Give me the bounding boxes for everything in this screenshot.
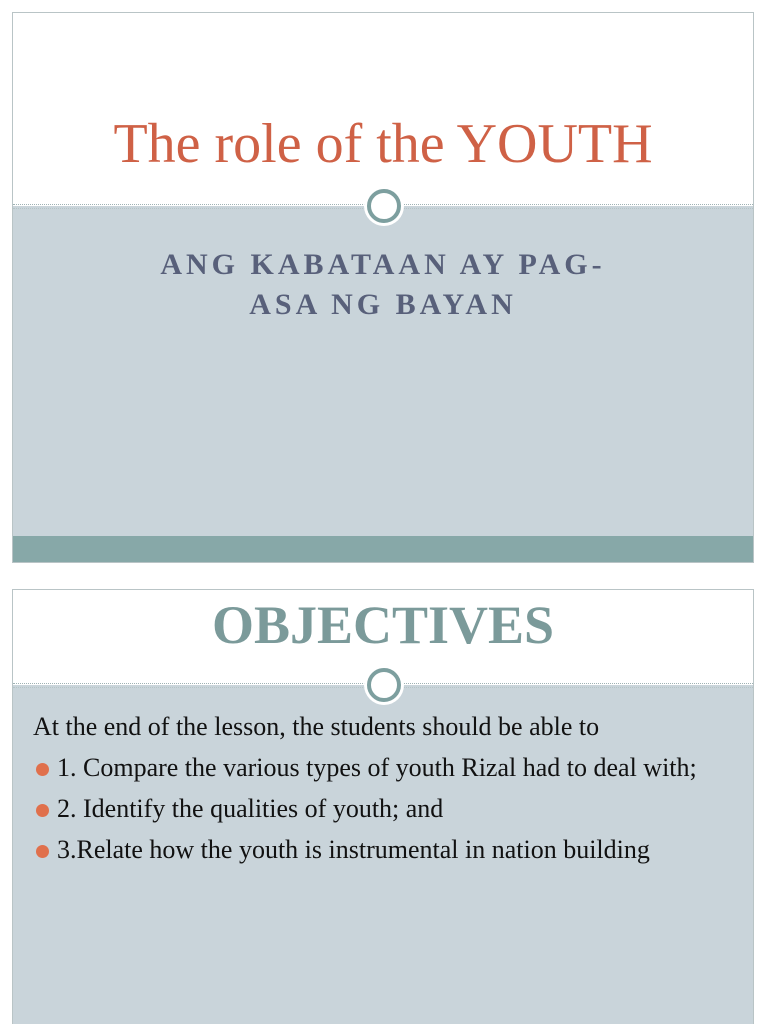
objective-item-1 <box>33 753 743 783</box>
objectives-body <box>33 711 743 876</box>
objective-text: 1. Compare the various types of youth Rizal had to deal with; <box>57 753 697 782</box>
bullet-dot-icon <box>36 845 49 858</box>
objectives-title: OBJECTIVES <box>211 595 555 655</box>
objective-item-2 <box>33 794 743 824</box>
objective-item-3 <box>33 835 743 865</box>
objectives-intro: At the end of the lesson, the students should be able to <box>33 712 600 741</box>
title-slide <box>12 12 754 563</box>
objectives-list <box>33 753 743 865</box>
bottom-band <box>13 536 753 562</box>
subtitle-line-2: ASA NG BAYAN <box>249 288 517 321</box>
ring-ornament <box>367 189 401 223</box>
objective-text: 2. Identify the qualities of youth; and <box>57 794 444 823</box>
objective-text: 3.Relate how the youth is instrumental in nation building <box>57 835 650 864</box>
bullet-dot-icon <box>36 804 49 817</box>
slide-subtitle <box>13 245 753 325</box>
subtitle-line-1: ANG KABATAAN AY PAG- <box>160 248 606 281</box>
title-area <box>13 13 753 206</box>
ring-ornament <box>367 668 401 702</box>
bullet-dot-icon <box>36 763 49 776</box>
objectives-slide <box>12 589 754 1024</box>
slide-title: The role of the YOUTH <box>113 113 653 175</box>
